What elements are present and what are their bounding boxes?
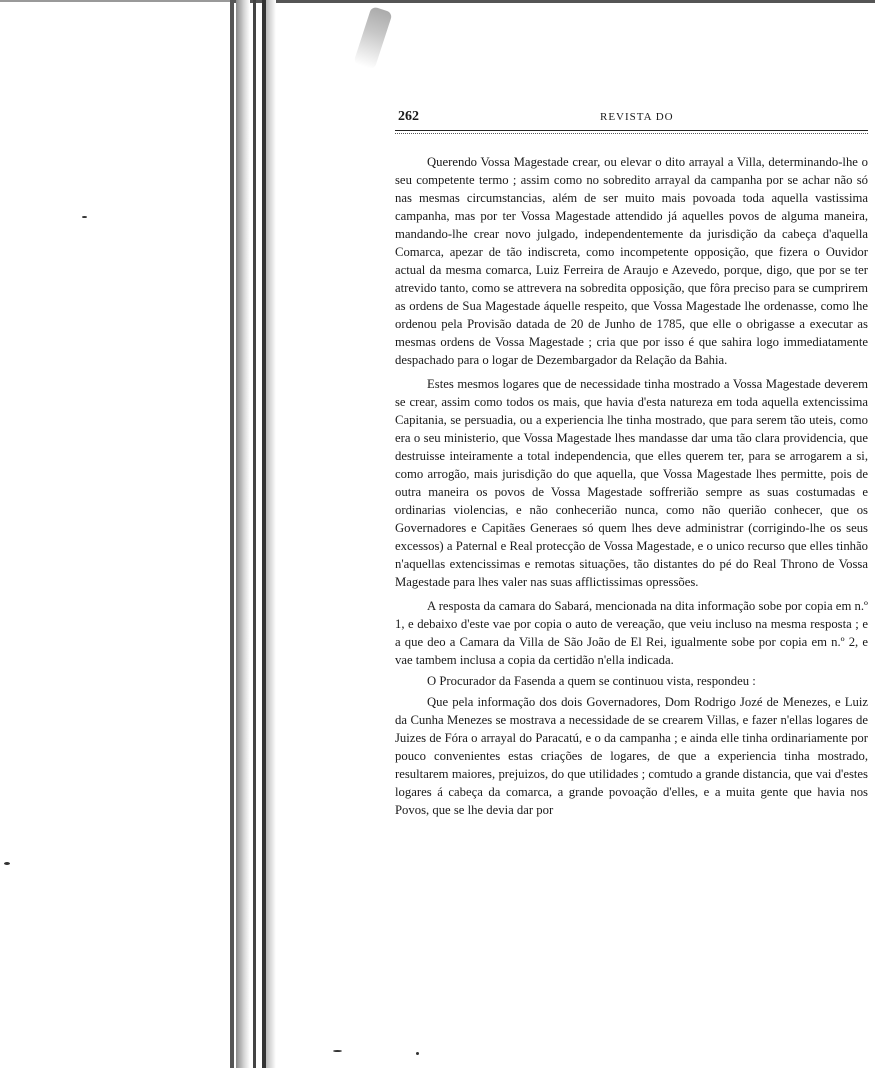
page-header [395,108,868,131]
paragraph: O Procurador da Fasenda a quem se continuou vista, respondeu : [427,674,756,688]
speck [333,1050,342,1052]
book-gutter-line [230,0,234,1068]
scan-top-edge-left [0,0,230,2]
book-gutter-shadow [236,0,250,1068]
ink-smudge [353,6,392,70]
paragraph: Que pela informação dos dois Governadores, Dom Rodrigo Jozé de Menezes, e Luiz da Cunha Menezes se mostrava a necessidade de se crearem Villas, e fazer n'ellas logares de Juizes de Fóra o arrayal do Paracatú, e o da campanha ; e ainda elle tinha ordinariamente por pouco convenientes estas criações de logares, de que a experiencia tinha mostrado, resultarem maiores, prejuizos, do que utilidades ; comtudo a grande distancia, que vai d'estes logares á cabeça da comarca, a grande povoação d'elles, e a muita gente que havia nos Povos, que se lhe devia dar por [395,695,868,817]
speck [416,1052,419,1055]
paragraph: Querendo Vossa Magestade crear, ou elevar o dito arrayal a Villa, determinando-lhe o seu competente termo ; assim como no sobredito arrayal da campanha por se achar não só nas mesmas circumstancias, além de ser muito mais povoada toda aquella vastissima campanha, mas por ter Vossa Magestade attendido já aquelles povos de alguma maneira, mandando-lhe crear novo julgado, independentemente da jurisdição da cabeça d'aquella Comarca, apezar de tão indiscreta, como incompetente opposição, que fizera o Ouvidor actual da mesma comarca, Luiz Ferreira de Araujo e Azevedo, porque, digo, que por se ter atrevido tanto, como se attrevera na sobredita opposição, que fôra preciso para se cumprirem as ordens de Sua Magestade áquelle respeito, que Vossa Magestade lhe ordenasse, como lhe ordenou pela Provisão datada de 20 de Junho de 1785, que elle o obrigasse a executar as mesmas ordens de Vossa Magestade ; cria que por isso é que sahira logo immediatamente despachado para o logar de Dezembargador da Relação da Bahia. [395,155,868,367]
page-number: 262 [398,109,419,124]
speck [82,216,87,218]
book-gutter-line [253,0,256,1068]
speck [4,862,10,865]
running-head: REVISTA DO [600,111,674,123]
body-text [395,153,868,819]
paragraph: A resposta da camara do Sabará, mencionada na dita informação sobe por copia em n.º 1, e debaixo d'este vae por copia o auto de vereação, que veiu incluso na mesma resposta ; e a que deo a Camara da Villa de São João de El Rei, igualmente sobe por copia em n.º 2, e vae tambem inclusa a copia da certidão n'ella indicada. [395,599,868,667]
paragraph: Estes mesmos logares que de necessidade tinha mostrado a Vossa Magestade deverem se crear, assim como todos os mais, que havia d'esta natureza em toda aquella extencissima Capitania, se persuadia, ou a experiencia lhe tinha mostrado, que para serem tão uteis, como era o seu ministerio, que Vossa Magestade lhes mandasse dar uma tão clara providencia, que destruisse inteiramente a total independencia, que elles querem ter, para se arrogarem a si, como arrogão, mais jurisdição do que aquella, que Vossa Magestade lhes permitte, pois de outra maneira os povos de Vossa Magestade soffrerião sempre as suas costumadas e ordinarias violencias, e não conhecerião nunca, como não querião conhecer, que os Governadores e Capitães Generaes só quem lhes deve administrar (corrigindo-lhe os seus excessos) a Paternal e Real protecção de Vossa Magestade, e o unico recurso que elles tinhão n'aquellas extencissimas e remotas situações, tão distantes do pé do Real Throno de Vossa Magestade para lhes valer nas suas afflictissimas opressões. [395,377,868,589]
scan-top-edge [230,0,875,3]
book-gutter-shadow [266,0,276,1068]
book-page [395,108,868,825]
